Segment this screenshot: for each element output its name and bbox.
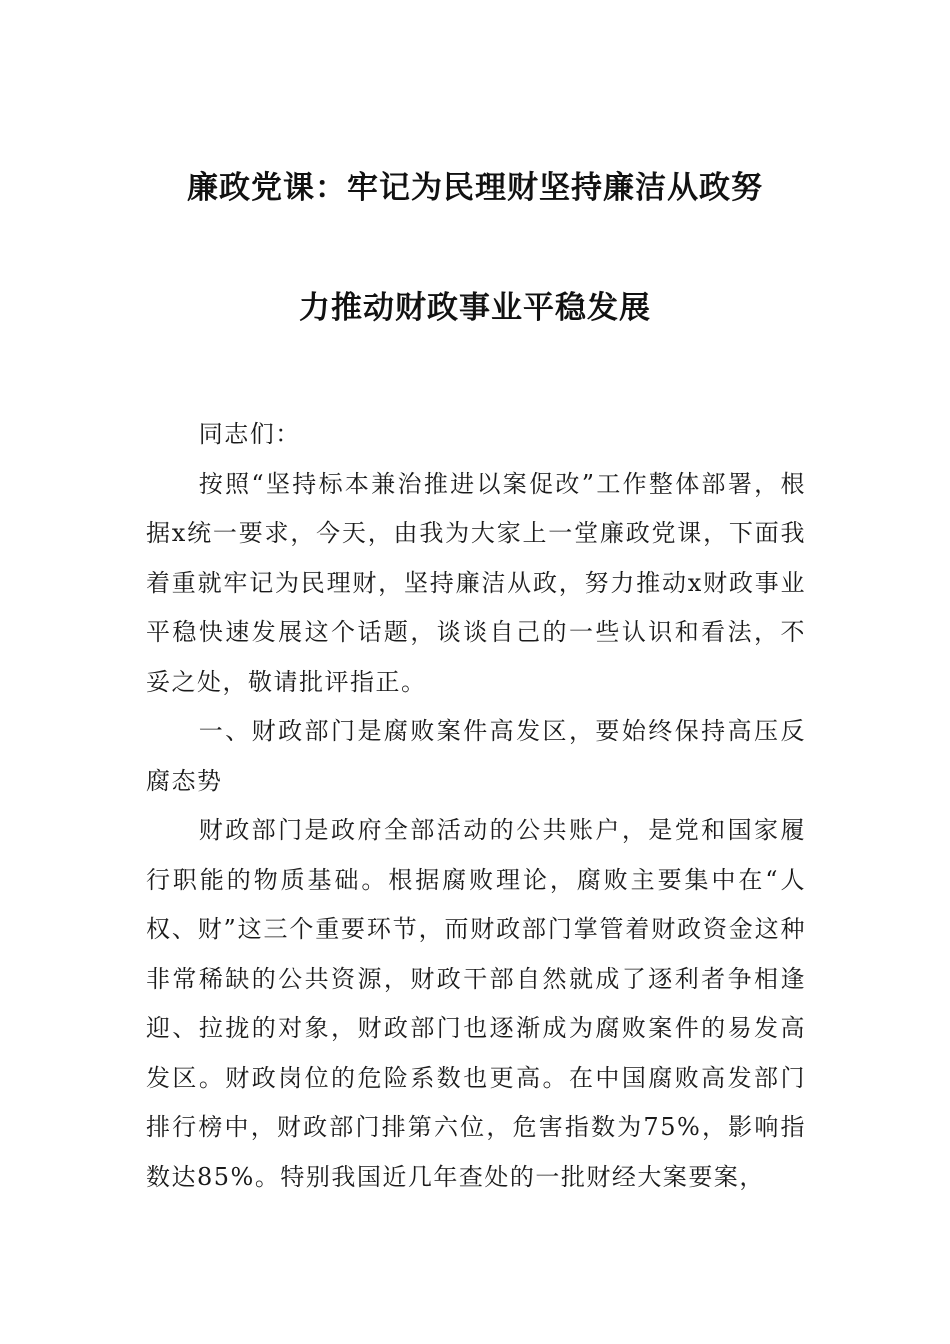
section-heading-1: 一、财政部门是腐败案件高发区，要始终保持高压反腐态势 [146,717,806,795]
salutation-paragraph: 同志们： [198,420,301,448]
document-body [146,410,806,1202]
intro-paragraph: 按照“坚持标本兼治推进以案促改”工作整体部署，根据x统一要求，今天，由我为大家上一堂廉政党课，下面我着重就牢记为民理财，坚持廉洁从政，努力推动x财政事业平稳快速发展这个话题，谈谈自己的一些认识和看法，不妥之处，敬请批评指正。 [146,469,806,696]
title-line-1: 廉政党课：牢记为民理财坚持廉洁从政努 [187,170,763,206]
body-paragraph: 财政部门是政府全部活动的公共账户，是党和国家履行职能的物质基础。根据腐败理论，腐败主要集中在“人权、财”这三个重要环节，而财政部门掌管着财政资金这种非常稀缺的公共资源，财政干部自然就成了逐利者争相逢迎、拉拢的对象，财政部门也逐渐成为腐败案件的易发高发区。财政岗位的危险系数也更高。在中国腐败高发部门排行榜中，财政部门排第六位，危害指数为75%，影响指数达85%。特别我国近几年查处的一批财经大案要案， [146,816,806,1191]
title-line-2: 力推动财政事业平稳发展 [299,290,651,326]
